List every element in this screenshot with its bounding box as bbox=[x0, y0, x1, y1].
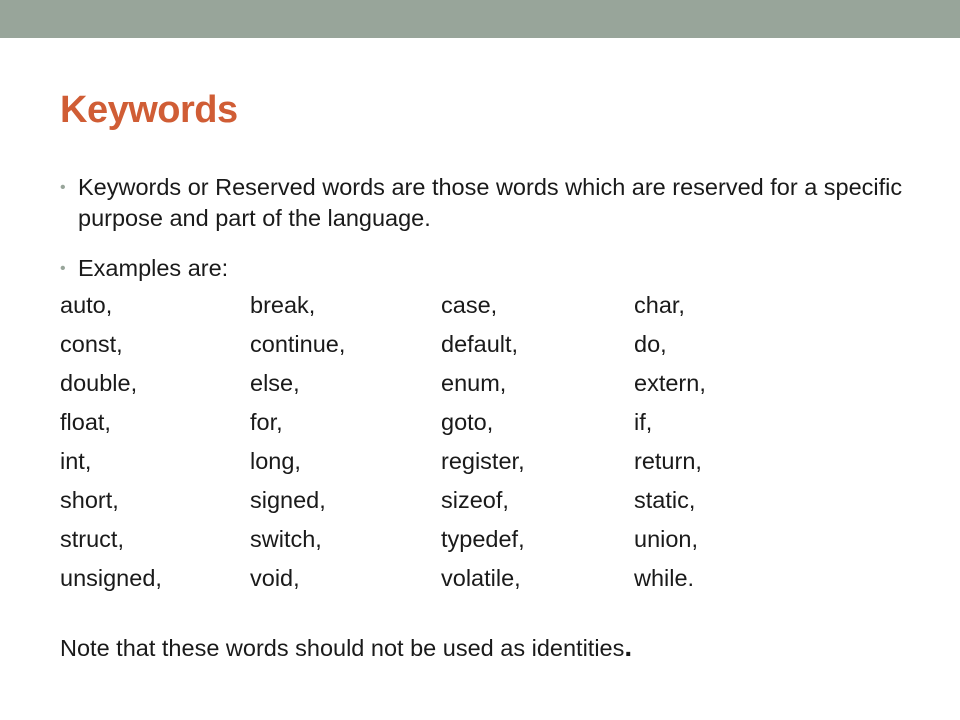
keyword-cell: struct, bbox=[60, 526, 124, 552]
keyword-cell: typedef, bbox=[441, 526, 525, 552]
keyword-cell: sizeof, bbox=[441, 487, 509, 513]
bullet-item bbox=[60, 172, 920, 234]
keyword-row bbox=[60, 559, 920, 598]
keyword-cell: unsigned, bbox=[60, 565, 162, 591]
note-period: . bbox=[624, 631, 633, 662]
keyword-cell: while. bbox=[634, 565, 695, 591]
keyword-cell: continue, bbox=[250, 331, 346, 357]
keyword-cell: switch, bbox=[250, 526, 322, 552]
bullet-dot-icon: • bbox=[60, 260, 66, 277]
keyword-row bbox=[60, 286, 920, 325]
bullet-dot-icon: • bbox=[60, 179, 66, 196]
keyword-cell: enum, bbox=[441, 370, 507, 396]
keyword-cell: union, bbox=[634, 526, 699, 552]
keyword-cell: register, bbox=[441, 448, 525, 474]
keyword-row bbox=[60, 442, 920, 481]
keyword-row bbox=[60, 520, 920, 559]
bullet-text: Keywords or Reserved words are those words which are reserved for a specific purpose and part of the language. bbox=[78, 174, 903, 231]
keyword-cell: goto, bbox=[441, 409, 494, 435]
note-body: Note that these words should not be used as identities bbox=[60, 635, 625, 661]
bullet-text: Examples are: bbox=[78, 255, 229, 281]
keyword-cell: short, bbox=[60, 487, 119, 513]
keyword-row bbox=[60, 364, 920, 403]
keyword-cell: int, bbox=[60, 448, 92, 474]
keyword-cell: case, bbox=[441, 292, 498, 318]
keyword-cell: long, bbox=[250, 448, 301, 474]
keyword-cell: return, bbox=[634, 448, 702, 474]
keyword-cell: signed, bbox=[250, 487, 326, 513]
keyword-row bbox=[60, 481, 920, 520]
keyword-cell: extern, bbox=[634, 370, 706, 396]
bullet-item bbox=[60, 253, 920, 284]
keyword-cell: volatile, bbox=[441, 565, 521, 591]
keyword-cell: auto, bbox=[60, 292, 113, 318]
bullet-list bbox=[60, 172, 920, 303]
keyword-row bbox=[60, 403, 920, 442]
keyword-cell: void, bbox=[250, 565, 300, 591]
keyword-cell: double, bbox=[60, 370, 138, 396]
keyword-cell: static, bbox=[634, 487, 696, 513]
keyword-cell: char, bbox=[634, 292, 685, 318]
keyword-cell: else, bbox=[250, 370, 300, 396]
keyword-table bbox=[60, 286, 920, 598]
keyword-cell: if, bbox=[634, 409, 653, 435]
keyword-cell: float, bbox=[60, 409, 111, 435]
keyword-cell: const, bbox=[60, 331, 123, 357]
keyword-cell: default, bbox=[441, 331, 519, 357]
keyword-cell: for, bbox=[250, 409, 283, 435]
keyword-row bbox=[60, 325, 920, 364]
note-text bbox=[60, 627, 632, 668]
top-accent-bar bbox=[0, 0, 960, 38]
keyword-cell: break, bbox=[250, 292, 316, 318]
keyword-cell: do, bbox=[634, 331, 667, 357]
slide-title: Keywords bbox=[60, 89, 238, 131]
